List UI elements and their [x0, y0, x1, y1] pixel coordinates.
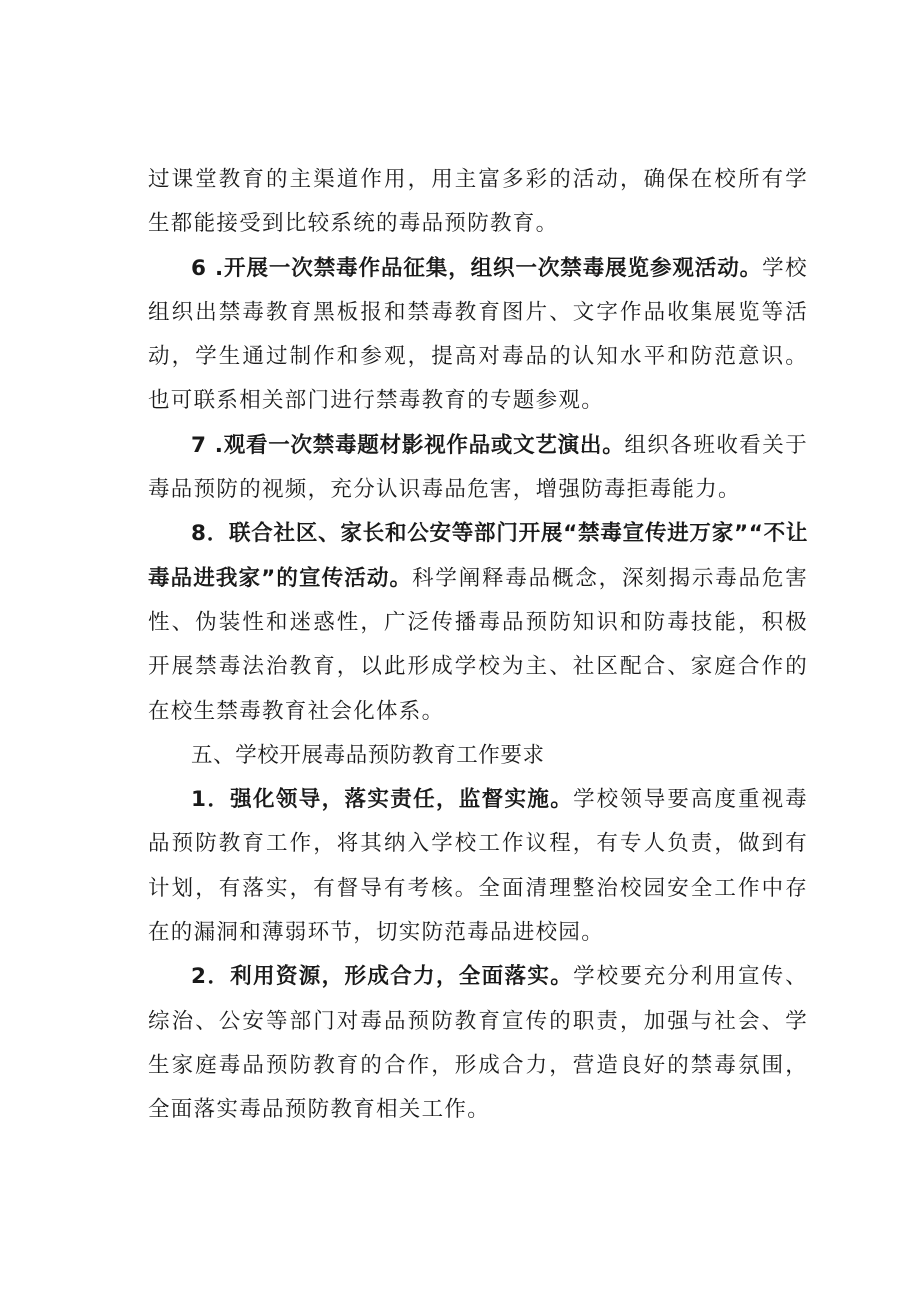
item-6-lead: 6 .开展一次禁毒作品征集，组织一次禁毒展览参观活动。	[191, 255, 763, 281]
requirement-1-lead: 1．强化领导，落实责任，监督实施。	[191, 787, 574, 813]
paragraph-item-7	[148, 424, 808, 513]
document-body	[148, 158, 808, 1133]
item-6-text: 学校组织出禁毒教育黑板报和禁毒教育图片、文字作品收集展览等活动，学生通过制作和参观，提高对毒品的认知水平和防范意识。也可联系相关部门进行禁毒教育的专题参观。	[148, 255, 808, 414]
requirement-2-text: 学校要充分利用宣传、综治、公安等部门对毒品预防教育宣传的职责，加强与社会、学生家庭毒品预防教育的合作，形成合力，营造良好的禁毒氛围，全面落实毒品预防教育相关工作。	[148, 964, 808, 1123]
requirement-2-lead: 2．利用资源，形成合力，全面落实。	[191, 964, 574, 990]
item-8-text: 科学阐释毒品概念，深刻揭示毒品危害性、伪装性和迷惑性，广泛传播毒品预防知识和防毒技能，积极开展禁毒法治教育，以此形成学校为主、社区配合、家庭合作的在校生禁毒教育社会化体系。	[148, 565, 808, 724]
item-8-lead: 8．联合社区、家长和公安等部门开展“禁毒宣传进万家”“不让毒品进我家”的宣传活动。	[148, 521, 808, 591]
paragraph-requirement-1	[148, 778, 808, 955]
section-heading-5: 五、学校开展毒品预防教育工作要求	[191, 742, 545, 768]
paragraph-item-6	[148, 247, 808, 424]
paragraph-requirement-2	[148, 955, 808, 1132]
paragraph-continued	[148, 158, 808, 247]
paragraph-item-8	[148, 512, 808, 733]
item-7-text: 组织各班收看关于毒品预防的视频，充分认识毒品危害，增强防毒拒毒能力。	[148, 432, 809, 503]
item-7-lead: 7 .观看一次禁毒题材影视作品或文艺演出。	[191, 432, 625, 458]
requirement-1-text: 学校领导要高度重视毒品预防教育工作，将其纳入学校工作议程，有专人负责，做到有计划，有落实，有督导有考核。全面清理整治校园安全工作中存在的漏洞和薄弱环节，切实防范毒品进校园。	[148, 787, 808, 946]
paragraph-text: 过课堂教育的主渠道作用，用主富多彩的活动，确保在校所有学生都能接受到比较系统的毒品预防教育。	[148, 167, 808, 237]
